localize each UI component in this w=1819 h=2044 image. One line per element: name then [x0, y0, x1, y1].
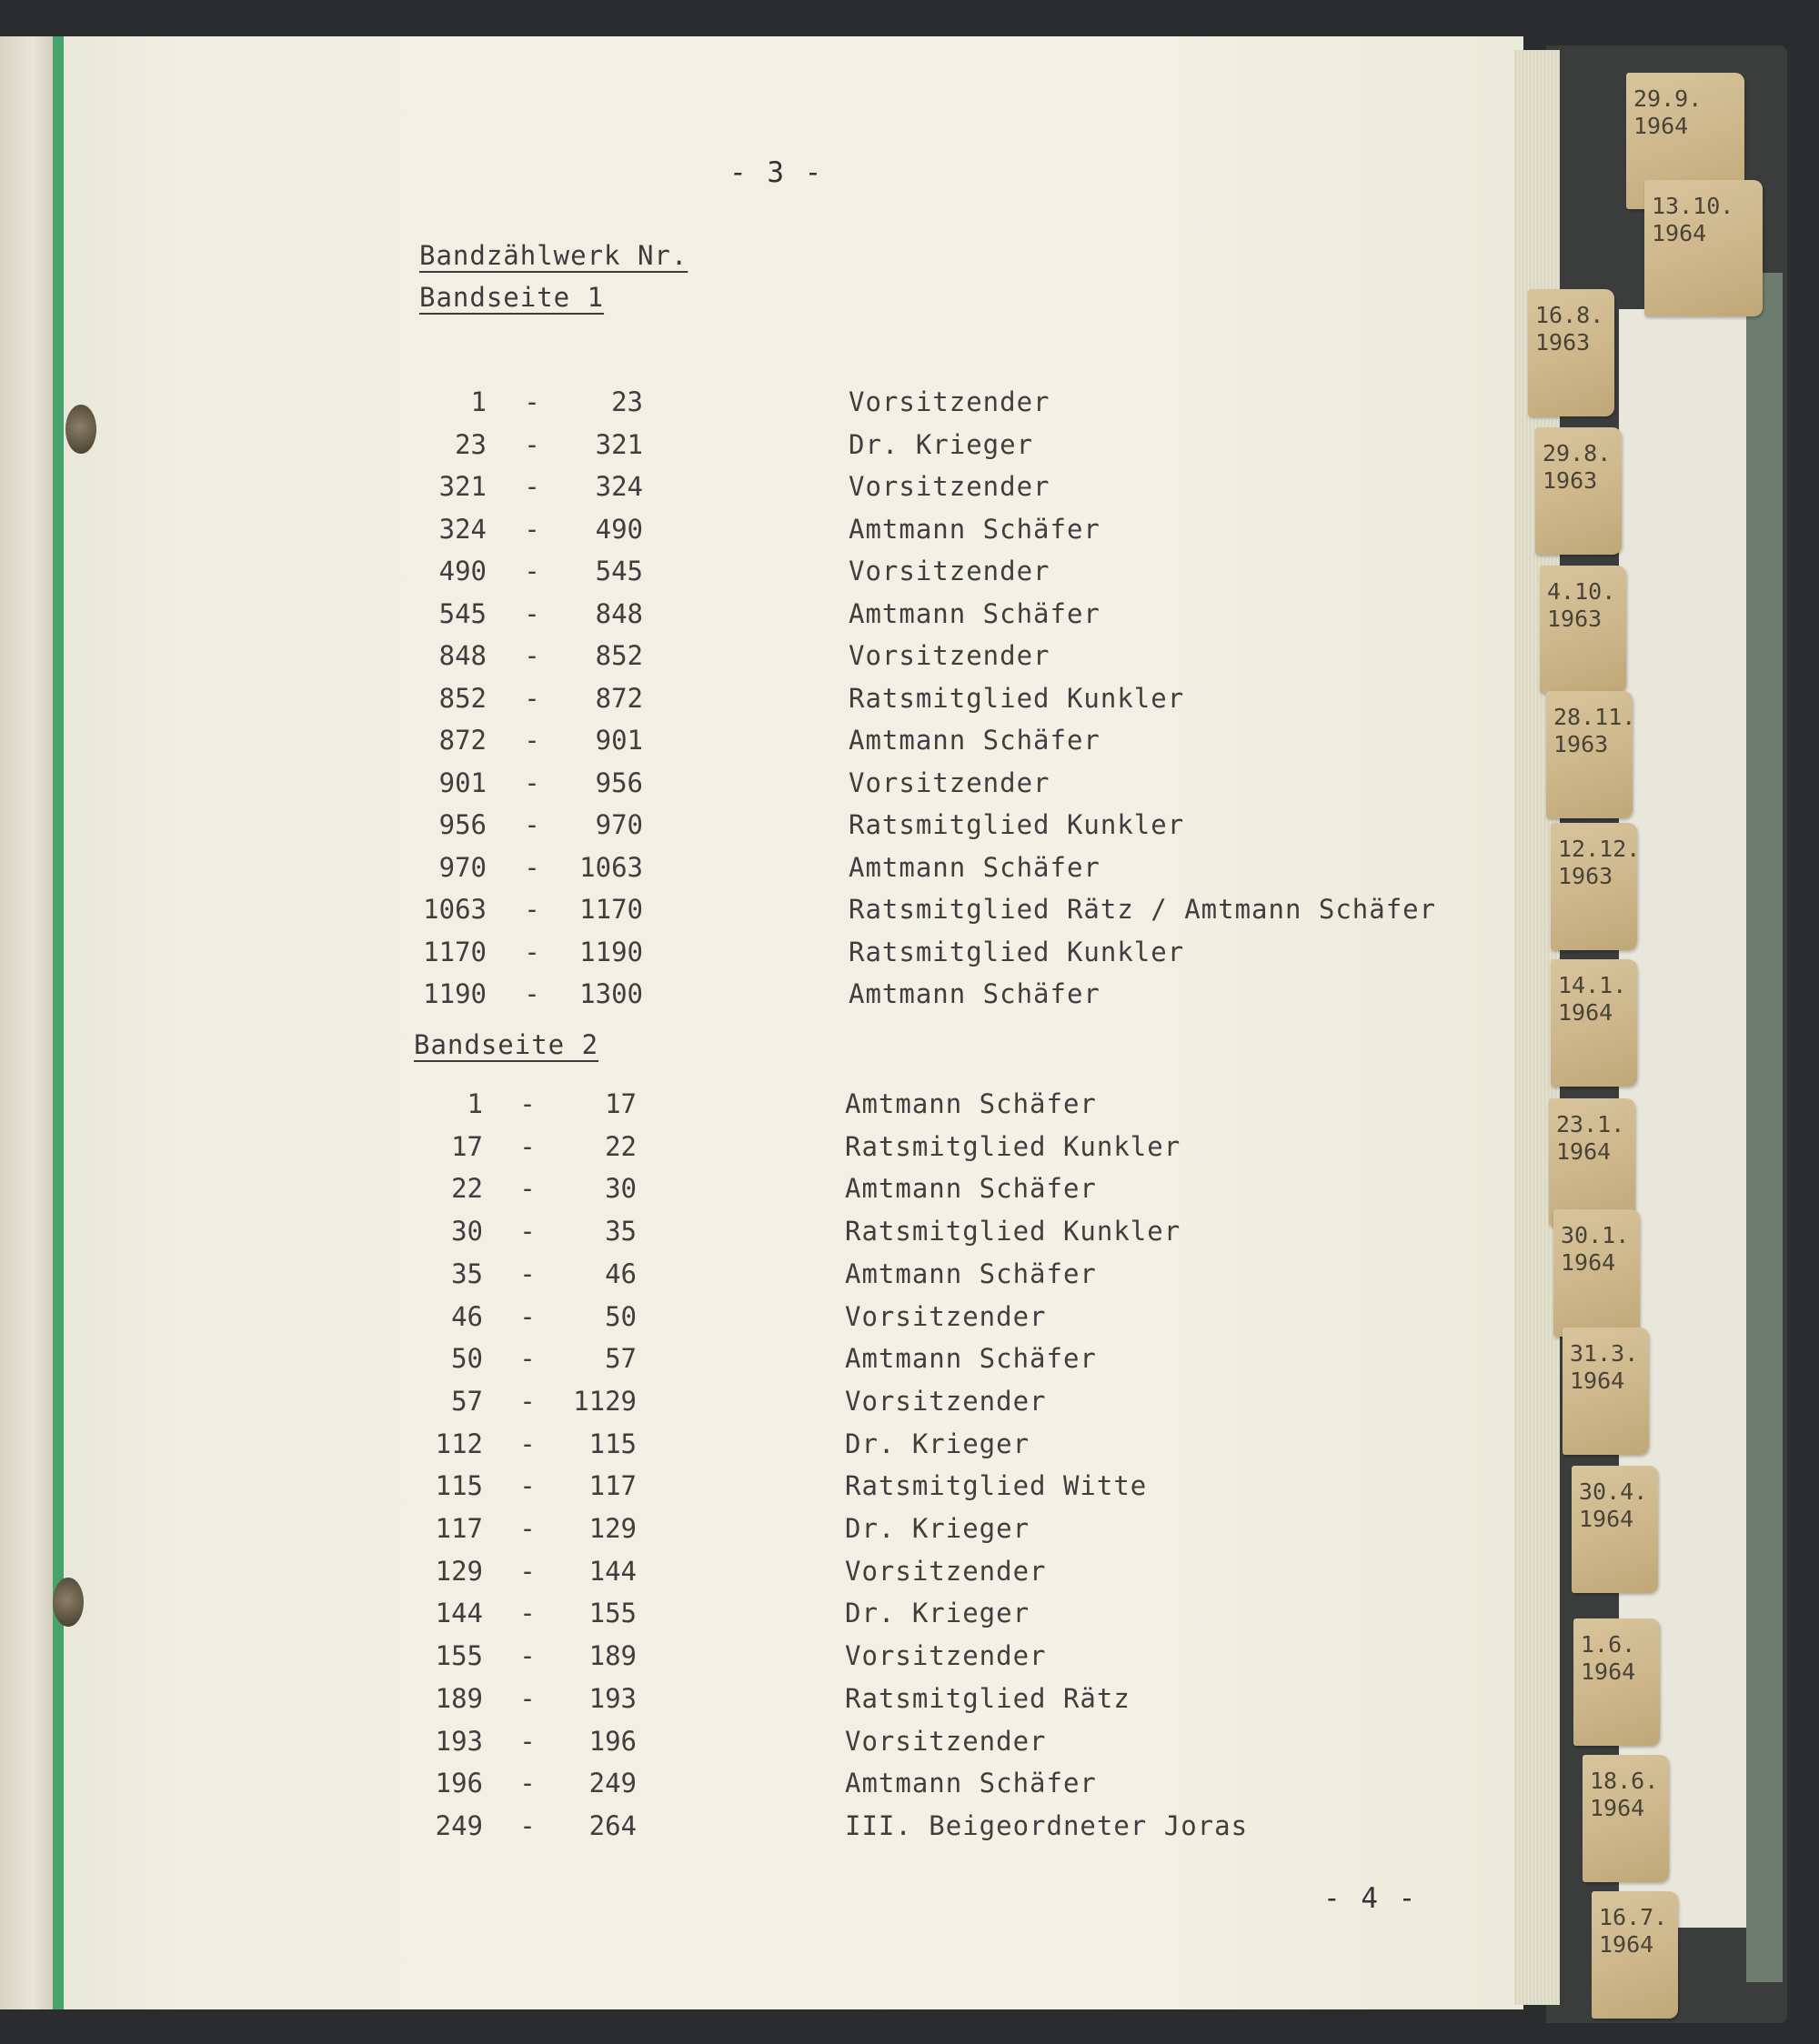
range-start: 970 [438, 851, 487, 883]
range-dash: - [519, 1300, 536, 1332]
date-tab[interactable] [1572, 1466, 1658, 1593]
speaker-name: Amtmann Schäfer [845, 1088, 1097, 1119]
range-start: 848 [438, 640, 487, 671]
range-start: 196 [435, 1768, 483, 1799]
range-dash: - [524, 597, 540, 629]
range-start: 46 [451, 1300, 483, 1332]
tab-year: 1963 [1543, 467, 1598, 494]
range-end: 852 [595, 640, 643, 671]
speaker-name: Amtmann Schäfer [845, 1173, 1097, 1205]
tab-date: 28.11. [1553, 704, 1636, 730]
range-dash: - [519, 1768, 536, 1799]
date-tab[interactable] [1563, 1328, 1649, 1455]
speaker-name: Vorsitzender [845, 1555, 1047, 1587]
range-start: 193 [435, 1725, 483, 1757]
speaker-name: Ratsmitglied Kunkler [849, 936, 1185, 967]
tab-date: 16.8. [1535, 302, 1604, 328]
speaker-name: Dr. Krieger [845, 1598, 1030, 1629]
speaker-name: Amtmann Schäfer [849, 597, 1100, 629]
table-row [0, 1470, 1546, 1507]
range-start: 249 [435, 1809, 483, 1841]
speaker-name: Vorsitzender [849, 640, 1050, 671]
speaker-name: Vorsitzender [849, 556, 1050, 586]
range-dash: - [524, 386, 540, 417]
date-tab[interactable] [1528, 289, 1614, 416]
range-end: 50 [605, 1300, 637, 1332]
speaker-name: Ratsmitglied Rätz [845, 1682, 1131, 1714]
range-end: 57 [605, 1343, 637, 1375]
range-end: 196 [588, 1725, 637, 1757]
range-start: 115 [435, 1470, 483, 1502]
range-end: 23 [611, 386, 643, 417]
table-row [0, 1428, 1546, 1465]
speaker-name: Vorsitzender [849, 471, 1050, 502]
date-tab[interactable] [1592, 1891, 1678, 2019]
range-start: 872 [438, 725, 487, 756]
date-tab[interactable] [1551, 823, 1641, 950]
table-row [0, 683, 1546, 719]
range-dash: - [524, 428, 540, 460]
range-end: 264 [588, 1809, 637, 1841]
table-row [0, 1088, 1546, 1125]
range-end: 1129 [573, 1385, 637, 1417]
table-row [0, 852, 1546, 888]
date-tab[interactable] [1644, 180, 1763, 316]
range-end: 970 [595, 809, 643, 840]
range-start: 117 [435, 1513, 483, 1544]
range-dash: - [519, 1130, 536, 1162]
tab-year: 1964 [1556, 1138, 1612, 1165]
range-dash: - [519, 1640, 536, 1672]
table-row [0, 1556, 1546, 1592]
speaker-name: Ratsmitglied Kunkler [849, 682, 1185, 714]
range-start: 1 [470, 386, 487, 417]
range-start: 1190 [423, 978, 487, 1009]
speaker-name: Amtmann Schäfer [845, 1343, 1097, 1375]
tab-date: 16.7. [1599, 1904, 1668, 1930]
speaker-name: Vorsitzender [845, 1640, 1047, 1672]
range-end: 189 [588, 1640, 637, 1672]
tab-date: 29.9. [1633, 85, 1703, 112]
speaker-name: Dr. Krieger [845, 1428, 1030, 1459]
date-tab[interactable] [1551, 959, 1637, 1087]
section-heading: Bandzählwerk Nr. [419, 240, 688, 271]
range-dash: - [519, 1385, 536, 1417]
range-start: 852 [438, 682, 487, 714]
range-dash: - [524, 682, 540, 714]
page-number: - 3 - [729, 156, 824, 189]
range-end: 249 [588, 1768, 637, 1799]
table-row [0, 598, 1546, 635]
range-dash: - [524, 513, 540, 545]
range-dash: - [524, 894, 540, 925]
table-row [0, 640, 1546, 676]
range-end: 901 [595, 725, 643, 756]
table-row [0, 386, 1546, 423]
range-dash: - [524, 471, 540, 502]
next-page-marker: - 4 - [1323, 1882, 1418, 1915]
range-dash: - [519, 1257, 536, 1289]
range-dash: - [519, 1513, 536, 1544]
date-tab[interactable] [1546, 691, 1636, 818]
table-row [0, 1768, 1546, 1804]
table-row [0, 767, 1546, 804]
range-start: 901 [438, 766, 487, 798]
range-dash: - [524, 766, 540, 798]
range-end: 17 [605, 1088, 637, 1119]
range-start: 155 [435, 1640, 483, 1672]
range-end: 155 [588, 1598, 637, 1629]
range-end: 117 [588, 1470, 637, 1502]
table-row [0, 1216, 1546, 1252]
date-tab[interactable] [1535, 427, 1622, 555]
tab-year: 1964 [1652, 220, 1707, 246]
range-dash: - [519, 1555, 536, 1587]
range-start: 35 [451, 1257, 483, 1289]
tab-year: 1963 [1535, 329, 1591, 356]
band-side-1-heading: Bandseite 1 [419, 282, 605, 313]
tab-date: 29.8. [1543, 440, 1612, 466]
table-row [0, 1173, 1546, 1209]
speaker-name: Ratsmitglied Kunkler [845, 1216, 1181, 1247]
tab-year: 1963 [1553, 731, 1609, 757]
range-end: 490 [595, 513, 643, 545]
range-dash: - [519, 1173, 536, 1205]
table-row [0, 809, 1546, 846]
tab-year: 1964 [1581, 1658, 1636, 1685]
range-end: 46 [605, 1257, 637, 1289]
table-row [0, 1301, 1546, 1338]
range-dash: - [524, 640, 540, 671]
speaker-name: Vorsitzender [849, 386, 1050, 417]
range-dash: - [519, 1725, 536, 1757]
speaker-name: Vorsitzender [845, 1385, 1047, 1417]
table-row [0, 514, 1546, 550]
range-end: 1300 [579, 978, 643, 1009]
range-start: 50 [451, 1343, 483, 1375]
range-dash: - [519, 1809, 536, 1841]
speaker-name: Dr. Krieger [845, 1513, 1030, 1544]
tab-year: 1964 [1633, 113, 1689, 139]
range-end: 193 [588, 1682, 637, 1714]
range-start: 1063 [423, 894, 487, 925]
range-start: 57 [451, 1385, 483, 1417]
range-start: 22 [451, 1173, 483, 1205]
table-row [0, 556, 1546, 592]
range-start: 545 [438, 597, 487, 629]
range-start: 1 [467, 1088, 483, 1119]
date-tab[interactable] [1573, 1618, 1660, 1746]
range-start: 321 [438, 471, 487, 502]
table-row [0, 1683, 1546, 1719]
range-dash: - [519, 1470, 536, 1502]
speaker-name: Vorsitzender [845, 1300, 1047, 1332]
table-row [0, 937, 1546, 973]
range-start: 956 [438, 809, 487, 840]
speaker-name: Ratsmitglied Witte [845, 1470, 1148, 1502]
range-end: 545 [595, 556, 643, 586]
tab-date: 4.10. [1547, 578, 1616, 605]
range-dash: - [524, 978, 540, 1009]
range-end: 1170 [579, 894, 643, 925]
range-start: 129 [435, 1555, 483, 1587]
range-start: 23 [455, 428, 487, 460]
range-dash: - [519, 1088, 536, 1119]
range-end: 872 [595, 682, 643, 714]
speaker-name: Dr. Krieger [849, 428, 1034, 460]
tab-year: 1963 [1558, 863, 1613, 889]
speaker-name: Amtmann Schäfer [849, 725, 1100, 756]
range-end: 144 [588, 1555, 637, 1587]
tab-year: 1964 [1570, 1368, 1625, 1394]
range-end: 129 [588, 1513, 637, 1544]
table-row [0, 471, 1546, 507]
table-row [0, 725, 1546, 761]
range-dash: - [519, 1216, 536, 1247]
table-row [0, 1258, 1546, 1295]
range-end: 1063 [579, 851, 643, 883]
speaker-name: Amtmann Schäfer [845, 1257, 1097, 1289]
tab-year: 1964 [1561, 1249, 1616, 1276]
range-start: 144 [435, 1598, 483, 1629]
tab-year: 1963 [1547, 606, 1603, 632]
range-start: 112 [435, 1428, 483, 1459]
range-start: 490 [438, 556, 487, 586]
range-dash: - [519, 1682, 536, 1714]
range-end: 324 [595, 471, 643, 502]
range-end: 848 [595, 597, 643, 629]
range-start: 30 [451, 1216, 483, 1247]
tab-date: 14.1. [1558, 972, 1627, 998]
date-tab[interactable] [1583, 1755, 1669, 1882]
range-dash: - [524, 725, 540, 756]
range-start: 189 [435, 1682, 483, 1714]
tab-year: 1964 [1599, 1931, 1654, 1958]
range-dash: - [519, 1598, 536, 1629]
table-row [0, 1131, 1546, 1167]
tab-year: 1964 [1590, 1795, 1645, 1821]
speaker-name: Ratsmitglied Kunkler [845, 1130, 1181, 1162]
tab-date: 30.1. [1561, 1222, 1630, 1248]
range-dash: - [524, 556, 540, 586]
table-row [0, 978, 1546, 1015]
tab-date: 30.4. [1579, 1478, 1648, 1505]
table-row [0, 894, 1546, 930]
table-row [0, 1343, 1546, 1379]
range-start: 324 [438, 513, 487, 545]
table-row [0, 1513, 1546, 1549]
speaker-name: Amtmann Schäfer [849, 513, 1100, 545]
date-tab[interactable] [1553, 1209, 1640, 1337]
tab-date: 23.1. [1556, 1111, 1625, 1137]
speaker-name: Vorsitzender [845, 1725, 1047, 1757]
range-end: 35 [605, 1216, 637, 1247]
speaker-name: Amtmann Schäfer [845, 1768, 1097, 1799]
table-row [0, 1386, 1546, 1422]
range-dash: - [519, 1343, 536, 1375]
tab-date: 1.6. [1581, 1631, 1636, 1658]
range-dash: - [519, 1428, 536, 1459]
tab-year: 1964 [1579, 1506, 1634, 1532]
range-end: 30 [605, 1173, 637, 1205]
table-row [0, 429, 1546, 466]
date-tab[interactable] [1540, 566, 1626, 693]
range-dash: - [524, 851, 540, 883]
speaker-name: Ratsmitglied Rätz / Amtmann Schäfer [849, 894, 1437, 925]
speaker-name: Ratsmitglied Kunkler [849, 809, 1185, 840]
range-end: 321 [595, 428, 643, 460]
speaker-name: Amtmann Schäfer [849, 851, 1100, 883]
range-end: 1190 [579, 936, 643, 967]
range-end: 22 [605, 1130, 637, 1162]
table-row [0, 1726, 1546, 1762]
tab-date: 12.12. [1558, 836, 1641, 862]
tab-date: 31.3. [1570, 1340, 1639, 1367]
range-start: 1170 [423, 936, 487, 967]
range-dash: - [524, 809, 540, 840]
range-end: 956 [595, 766, 643, 798]
date-tab[interactable] [1549, 1098, 1635, 1226]
tab-date: 18.6. [1590, 1768, 1659, 1794]
band-side-2-heading: Bandseite 2 [414, 1029, 599, 1060]
tab-year: 1964 [1558, 999, 1613, 1026]
speaker-name: III. Beigeordneter Joras [845, 1809, 1249, 1841]
speaker-name: Amtmann Schäfer [849, 978, 1100, 1009]
table-row [0, 1640, 1546, 1677]
range-dash: - [524, 936, 540, 967]
table-row [0, 1810, 1546, 1847]
tab-date: 13.10. [1652, 193, 1734, 219]
range-end: 115 [588, 1428, 637, 1459]
table-row [0, 1598, 1546, 1634]
range-start: 17 [451, 1130, 483, 1162]
speaker-name: Vorsitzender [849, 766, 1050, 798]
